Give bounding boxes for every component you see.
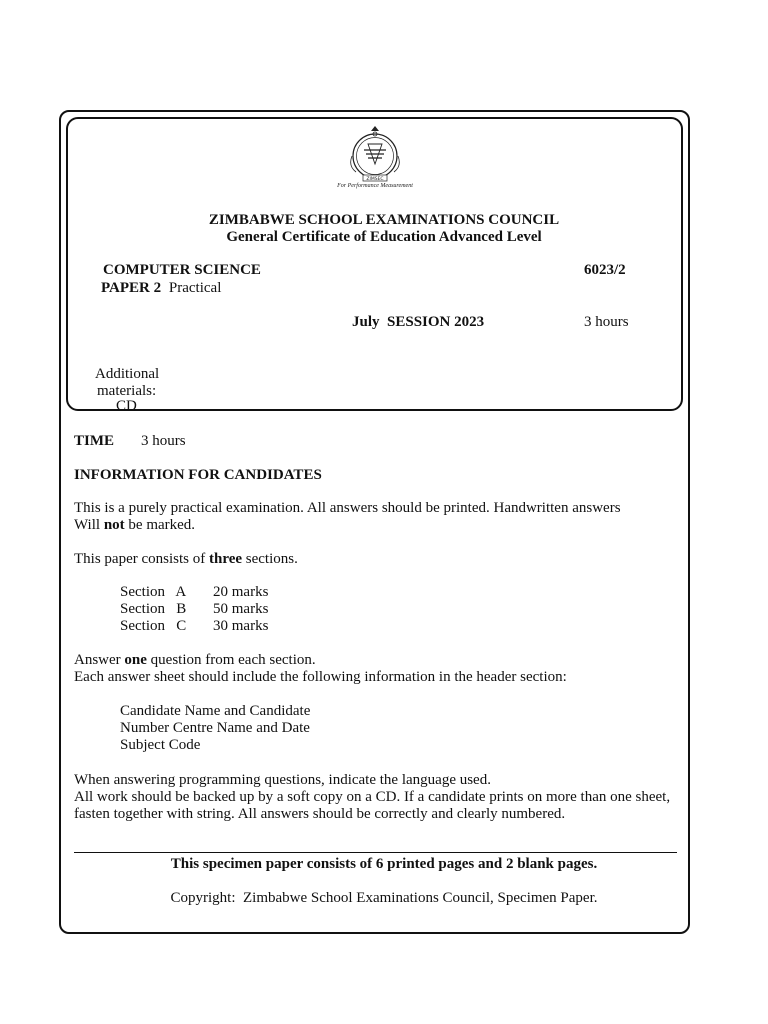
time-label: TIME xyxy=(74,433,115,449)
text: Will xyxy=(74,517,104,533)
session: July SESSION 2023 xyxy=(352,314,485,330)
info-heading: INFORMATION FOR CANDIDATES xyxy=(74,467,322,483)
level-title: General Certificate of Education Advanced Level xyxy=(226,229,542,245)
sheet-item: Subject Code xyxy=(120,737,201,753)
sections-intro xyxy=(74,551,298,568)
footer-divider xyxy=(74,852,677,853)
text: This paper consists of xyxy=(74,551,209,567)
materials-line-1: Additional xyxy=(95,366,160,382)
paper-type: Practical xyxy=(168,280,222,296)
section-b-marks: 50 marks xyxy=(213,601,269,617)
sheet-item: Candidate Name and Candidate xyxy=(120,703,311,719)
paper-label: PAPER 2 xyxy=(101,280,162,296)
emphasis-one: one xyxy=(124,652,147,668)
subject-code: 6023/2 xyxy=(584,262,626,278)
answer-instruction xyxy=(74,652,316,669)
text: be marked. xyxy=(124,517,196,533)
emphasis-three: three xyxy=(208,551,243,567)
svg-text:ZIMSEC: ZIMSEC xyxy=(366,177,384,182)
pages-note: This specimen paper consists of 6 printed pages and 2 blank pages. xyxy=(170,856,598,872)
final-instruction-1: When answering programming questions, indicate the language used. xyxy=(74,772,491,788)
materials-line-3: CD xyxy=(116,398,137,410)
text: sections. xyxy=(242,551,298,567)
answer-sheet-instruction: Each answer sheet should include the following information in the header section: xyxy=(74,669,567,685)
text: question from each section. xyxy=(146,652,316,668)
copyright: Copyright: Zimbabwe School Examinations Council, Specimen Paper. xyxy=(170,890,598,906)
section-b-name: Section B xyxy=(120,601,187,617)
time-value: 3 hours xyxy=(141,433,186,449)
materials-line-2: materials: xyxy=(97,383,157,399)
section-a-name: Section A xyxy=(120,584,187,600)
section-c-name: Section C xyxy=(120,618,187,634)
instructions-line-1: This is a purely practical examination. All answers should be printed. Handwritten answers xyxy=(74,500,621,516)
paper-line xyxy=(101,280,221,297)
subject-name: COMPUTER SCIENCE xyxy=(103,262,261,278)
sheet-item: Number Centre Name and Date xyxy=(120,720,310,736)
section-a-marks: 20 marks xyxy=(213,584,269,600)
text: Answer xyxy=(74,652,125,668)
emphasis-not: not xyxy=(103,517,125,533)
final-instruction-3: fasten together with string. All answers should be correctly and clearly numbered. xyxy=(74,806,566,822)
section-c-marks: 30 marks xyxy=(213,618,269,634)
council-title: ZIMBABWE SCHOOL EXAMINATIONS COUNCIL xyxy=(208,212,560,228)
logo-tagline: For Performance Measurement xyxy=(337,183,413,189)
instructions-line-2 xyxy=(74,517,195,534)
duration: 3 hours xyxy=(584,314,629,330)
final-instruction-2: All work should be backed up by a soft copy on a CD. If a candidate prints on more than one sheet, xyxy=(74,789,671,805)
